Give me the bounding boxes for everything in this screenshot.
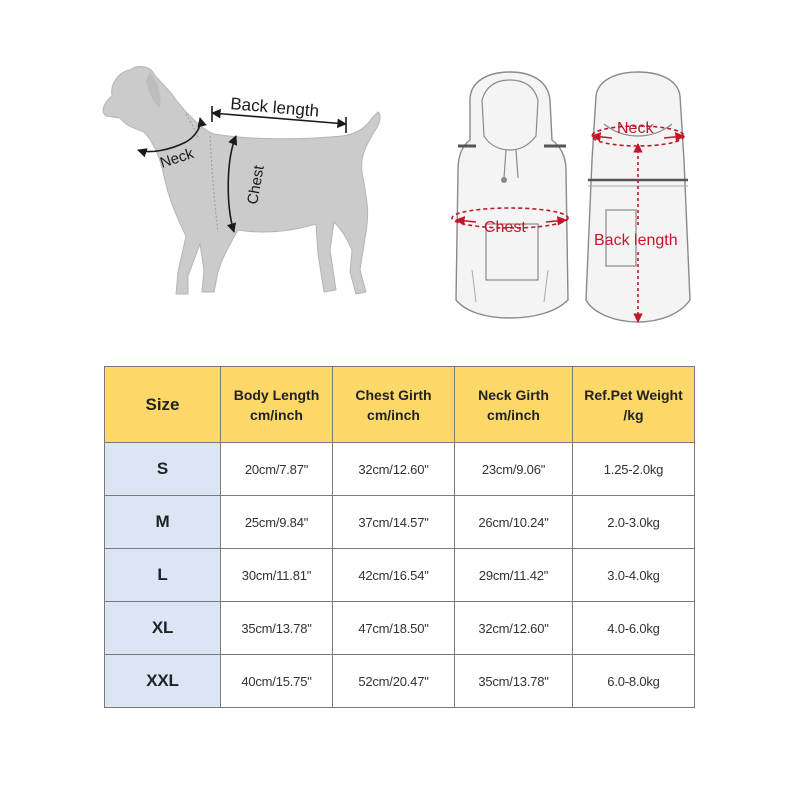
coat-neck-label: Neck xyxy=(617,120,654,137)
body-length-cell: 25cm/9.84" xyxy=(221,496,333,549)
neck-girth-cell: 29cm/11.42" xyxy=(455,549,573,602)
table-row xyxy=(105,496,695,549)
size-cell: L xyxy=(105,549,221,602)
table-row xyxy=(105,655,695,708)
dog-back-length-label: Back length xyxy=(229,94,320,121)
header-chest-girth: Chest Girth cm/inch xyxy=(333,367,455,443)
size-chart-table xyxy=(104,366,695,708)
size-cell: M xyxy=(105,496,221,549)
size-cell: XXL xyxy=(105,655,221,708)
body-length-cell: 30cm/11.81" xyxy=(221,549,333,602)
dog-chest-label: Chest xyxy=(244,164,268,206)
size-cell: XL xyxy=(105,602,221,655)
chest-girth-cell: 32cm/12.60" xyxy=(333,443,455,496)
body-length-cell: 20cm/7.87" xyxy=(221,443,333,496)
table-row xyxy=(105,549,695,602)
neck-girth-cell: 26cm/10.24" xyxy=(455,496,573,549)
body-length-cell: 40cm/15.75" xyxy=(221,655,333,708)
header-size: Size xyxy=(105,367,221,443)
chest-girth-cell: 47cm/18.50" xyxy=(333,602,455,655)
body-length-cell: 35cm/13.78" xyxy=(221,602,333,655)
table-row xyxy=(105,602,695,655)
table-row xyxy=(105,443,695,496)
chest-girth-cell: 37cm/14.57" xyxy=(333,496,455,549)
weight-cell: 6.0-8.0kg xyxy=(573,655,695,708)
weight-cell: 4.0-6.0kg xyxy=(573,602,695,655)
weight-cell: 2.0-3.0kg xyxy=(573,496,695,549)
header-body-length: Body Length cm/inch xyxy=(221,367,333,443)
coat-chest-label: Chest xyxy=(484,219,526,236)
neck-girth-cell: 23cm/9.06" xyxy=(455,443,573,496)
neck-girth-cell: 35cm/13.78" xyxy=(455,655,573,708)
coat-back-length-label: Back length xyxy=(594,232,678,249)
chest-girth-cell: 42cm/16.54" xyxy=(333,549,455,602)
dog-neck-label: Neck xyxy=(157,145,196,172)
weight-cell: 1.25-2.0kg xyxy=(573,443,695,496)
size-cell: S xyxy=(105,443,221,496)
weight-cell: 3.0-4.0kg xyxy=(573,549,695,602)
chest-girth-cell: 52cm/20.47" xyxy=(333,655,455,708)
table-header-row xyxy=(105,367,695,443)
measurement-illustration xyxy=(0,0,800,350)
header-ref-pet-weight: Ref.Pet Weight /kg xyxy=(573,367,695,443)
neck-girth-cell: 32cm/12.60" xyxy=(455,602,573,655)
raincoat-front-view xyxy=(456,72,568,318)
header-neck-girth: Neck Girth cm/inch xyxy=(455,367,573,443)
